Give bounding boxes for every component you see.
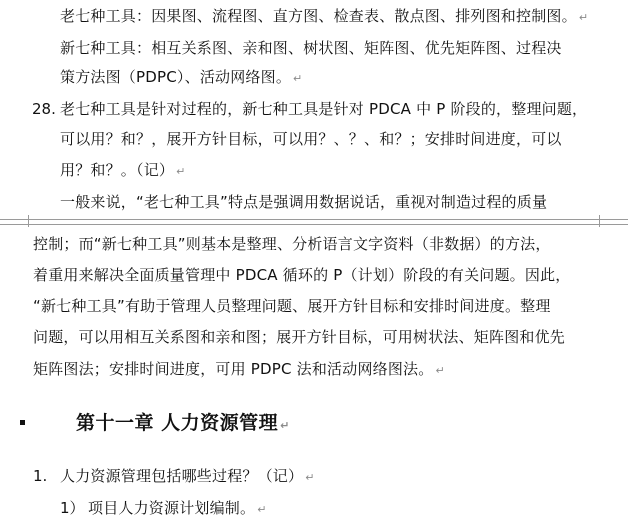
text-line — [60, 192, 547, 212]
text-line-content: 可以用？和？，展开方针目标，可以用？、？、和？；安排时间进度，可以 — [60, 130, 562, 148]
text-line — [60, 67, 302, 89]
paragraph-mark-icon: ↵ — [293, 72, 303, 85]
text-line-content: “新七种工具”有助于管理人员整理问题、展开方针目标和安排时间进度。整理 — [33, 297, 551, 315]
text-line-content: 老七种工具是针对过程的，新七种工具是针对 PDCA 中 P 阶段的，整理问题， — [60, 100, 588, 118]
text-line — [33, 327, 565, 347]
page-break-rule — [0, 224, 628, 225]
text-line-content: 矩阵图法；安排时间进度，可用 PDPC 法和活动网络图法。 — [33, 360, 434, 378]
heading-bullet-icon — [20, 420, 25, 425]
paragraph-mark-icon: ↵ — [435, 364, 445, 377]
text-line — [60, 160, 186, 182]
paragraph-mark-icon: ↵ — [257, 503, 267, 516]
text-line — [60, 99, 587, 119]
chapter-heading — [76, 410, 290, 439]
page-corner-right — [599, 215, 628, 227]
text-line — [33, 359, 445, 381]
text-line-content: 控制；而“新七种工具”则基本是整理、分析语言文字资料（非数据）的方法， — [33, 235, 551, 253]
text-line — [60, 6, 588, 28]
text-line — [33, 296, 551, 316]
paragraph-mark-icon: ↵ — [305, 471, 315, 484]
text-line-content: 着重用来解决全面质量管理中 PDCA 循环的 P（计划）阶段的有关问题。因此， — [33, 266, 571, 284]
chapter-title: 第十一章 人力资源管理 — [76, 412, 279, 434]
page-break — [0, 213, 628, 231]
answer-text: 项目人力资源计划编制。 — [88, 499, 256, 517]
paragraph-mark-icon: ↵ — [280, 419, 290, 432]
page-corner-left — [0, 215, 29, 227]
list-item-number: 28. — [32, 100, 56, 118]
paragraph-mark-icon: ↵ — [578, 11, 589, 24]
text-line-content: 问题，可以用相互关系图和亲和图；展开方针目标，可用树状法、矩阵图和优先 — [33, 328, 566, 346]
list-item-number: 1. — [33, 467, 48, 485]
text-line-content: 新七种工具：相互关系图、亲和图、树状图、矩阵图、优先矩阵图、过程决 — [60, 39, 562, 57]
text-line — [33, 234, 551, 254]
text-line — [33, 265, 570, 285]
text-line-content: 用？和？。（记） — [60, 161, 175, 179]
text-line-content: 一般来说，“老七种工具”特点是强调用数据说话，重视对制造过程的质量 — [60, 193, 548, 211]
answer-line — [88, 498, 267, 520]
text-line-content: 老七种工具：因果图、流程图、直方图、检查表、散点图、排列图和控制图。 — [60, 7, 577, 25]
text-line-content: 策方法图（PDPC）、活动网络图。 — [60, 68, 292, 86]
text-line — [60, 38, 562, 58]
question-line — [60, 466, 315, 488]
paragraph-mark-icon: ↵ — [176, 165, 186, 178]
question-text: 人力资源管理包括哪些过程？（记） — [60, 467, 304, 485]
text-line — [60, 129, 562, 149]
sub-item-number: 1） — [60, 499, 85, 517]
page-break-rule — [0, 219, 628, 220]
